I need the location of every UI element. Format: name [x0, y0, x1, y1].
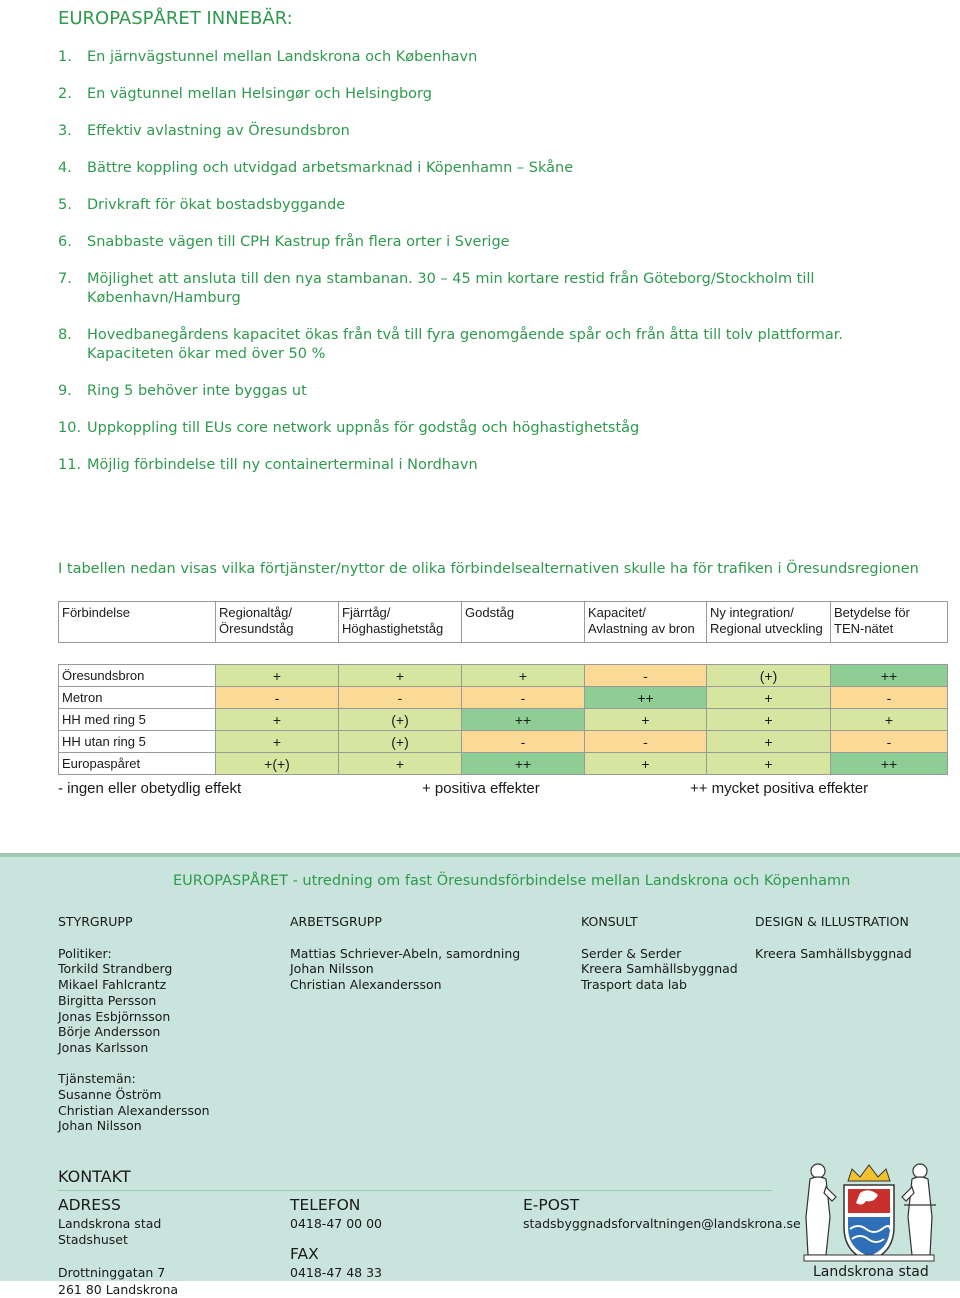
- footer: [0, 853, 960, 1281]
- list-item: [58, 159, 898, 178]
- list-item: Mikael Fahlcrantz: [58, 977, 210, 993]
- list-item-number: 8.: [58, 326, 87, 364]
- table-cell: ++: [462, 753, 585, 775]
- fax-heading: FAX: [290, 1246, 382, 1263]
- list-item-number: 6.: [58, 233, 87, 252]
- list-item-number: 10.: [58, 419, 87, 438]
- table-cell: ++: [462, 709, 585, 731]
- list-item: [58, 382, 898, 401]
- epost-value: stadsbyggnadsforvaltningen@landskrona.se: [523, 1216, 801, 1233]
- row-label: HH med ring 5: [59, 709, 216, 731]
- list-item-text: Effektiv avlastning av Öresundsbron: [87, 122, 350, 141]
- list-item-text: En vägtunnel mellan Helsingør och Helsingborg: [87, 85, 432, 104]
- list-item: Mattias Schriever-Abeln, samordning: [290, 946, 520, 962]
- table-body: [59, 643, 948, 775]
- list-item: Susanne Öström: [58, 1087, 210, 1103]
- list-item-text: Bättre koppling och utvidgad arbetsmarknad i Köpenhamn – Skåne: [87, 159, 573, 178]
- table-cell: (+): [707, 665, 831, 687]
- list-item: [58, 196, 898, 215]
- design-list: [755, 946, 912, 962]
- table-cell: +(+): [216, 753, 339, 775]
- list-item-text: Möjlighet att ansluta till den nya stambanan. 30 – 45 min kortare restid från Göteborg/Stockholm till København/Hamburg: [87, 270, 898, 308]
- list-item-text: Ring 5 behöver inte byggas ut: [87, 382, 307, 401]
- landskrona-coat-of-arms-icon: [796, 1157, 942, 1277]
- list-item: [58, 48, 898, 67]
- legend-very-positive: ++ mycket positiva effekter: [690, 780, 868, 797]
- list-item: [58, 233, 898, 252]
- list-item-text: Drivkraft för ökat bostadsbyggande: [87, 196, 345, 215]
- list-item: [58, 85, 898, 104]
- list-item: Kreera Samhällsbyggnad: [581, 961, 738, 977]
- table-cell: -: [831, 687, 948, 709]
- legend-none: - ingen eller obetydlig effekt: [58, 780, 241, 797]
- column-header: [831, 602, 948, 643]
- list-item: [58, 270, 898, 308]
- connection-effects-table: [58, 601, 948, 775]
- konsult-heading: KONSULT: [581, 914, 738, 930]
- list-item-number: 3.: [58, 122, 87, 141]
- table-cell: +: [585, 709, 707, 731]
- list-item: Birgitta Persson: [58, 993, 210, 1009]
- list-item: Jonas Esbjörnsson: [58, 1009, 210, 1025]
- list-item-number: 2.: [58, 85, 87, 104]
- column-header: [707, 602, 831, 643]
- styrgrupp-column: [58, 914, 210, 1134]
- table-cell: +: [707, 687, 831, 709]
- table-cell: -: [339, 687, 462, 709]
- design-column: [755, 914, 912, 961]
- row-label: HH utan ring 5: [59, 731, 216, 753]
- table-cell: +: [339, 753, 462, 775]
- table-cell: -: [216, 687, 339, 709]
- table-cell: +: [462, 665, 585, 687]
- arbetsgrupp-column: [290, 914, 520, 993]
- list-item-text: Snabbaste vägen till CPH Kastrup från flera orter i Sverige: [87, 233, 510, 252]
- landskrona-logo-text: Landskrona stad: [813, 1264, 929, 1280]
- epost-heading: E-POST: [523, 1197, 801, 1214]
- list-item-number: 9.: [58, 382, 87, 401]
- tjansteman-list: [58, 1071, 210, 1134]
- table-cell: +: [831, 709, 948, 731]
- table-cell: +: [216, 665, 339, 687]
- table-row: [59, 687, 948, 709]
- list-item: Christian Alexandersson: [290, 977, 520, 993]
- table-cell: (+): [339, 731, 462, 753]
- list-item: Kreera Samhällsbyggnad: [755, 946, 912, 962]
- list-item-text: En järnvägstunnel mellan Landskrona och København: [87, 48, 477, 67]
- kontakt-title: KONTAKT: [58, 1167, 131, 1186]
- table-cell: +: [707, 709, 831, 731]
- table-row: [59, 753, 948, 775]
- table-header-row: [59, 602, 948, 643]
- list-item: Serder & Serder: [581, 946, 738, 962]
- list-item: Johan Nilsson: [58, 1118, 210, 1134]
- column-header-line1: Betydelse för: [834, 605, 944, 621]
- table-cell: ++: [585, 687, 707, 709]
- column-header-line1: Kapacitet/: [588, 605, 703, 621]
- telefon-heading: TELEFON: [290, 1197, 382, 1214]
- column-header-line2: Regional utveckling: [710, 621, 827, 637]
- list-item-text: Möjlig förbindelse till ny containerterminal i Nordhavn: [87, 456, 478, 475]
- table-row: [59, 709, 948, 731]
- list-item: [58, 456, 898, 475]
- telefon-column: [290, 1197, 382, 1281]
- adress-lines: [58, 1216, 178, 1298]
- column-header-line2: Avlastning av bron: [588, 621, 703, 637]
- legend-positive: + positiva effekter: [422, 780, 540, 797]
- list-item: Landskrona stad: [58, 1216, 178, 1233]
- list-item-number: 11.: [58, 456, 87, 475]
- list-item-text: Hovedbanegårdens kapacitet ökas från två till fyra genomgående spår och från åtta till tolv plattformar. Kapaciteten ökar med över 50 %: [87, 326, 898, 364]
- column-header: [585, 602, 707, 643]
- list-item-number: 7.: [58, 270, 87, 308]
- benefits-list: [58, 48, 898, 493]
- column-header: [462, 602, 585, 643]
- styrgrupp-heading: STYRGRUPP: [58, 914, 210, 930]
- row-label: Europaspåret: [59, 753, 216, 775]
- list-item-number: 5.: [58, 196, 87, 215]
- list-item: [58, 1249, 178, 1266]
- row-label: Öresundsbron: [59, 665, 216, 687]
- column-header-line2: Öresundståg: [219, 621, 335, 637]
- table-cell: -: [585, 731, 707, 753]
- column-header-line2: TEN-nätet: [834, 621, 944, 637]
- column-header-line1: Regionaltåg/: [219, 605, 335, 621]
- arbetsgrupp-heading: ARBETSGRUPP: [290, 914, 520, 930]
- list-item: Jonas Karlsson: [58, 1040, 210, 1056]
- arbetsgrupp-list: [290, 946, 520, 993]
- table-row: [59, 665, 948, 687]
- list-item-number: 4.: [58, 159, 87, 178]
- column-header-line1: Ny integration/: [710, 605, 827, 621]
- list-item: Christian Alexandersson: [58, 1103, 210, 1119]
- konsult-list: [581, 946, 738, 993]
- column-header-line1: Godståg: [465, 605, 581, 621]
- table-cell: -: [585, 665, 707, 687]
- list-item: Torkild Strandberg: [58, 961, 210, 977]
- list-item-text: Uppkoppling till EUs core network uppnås för godståg och höghastighetståg: [87, 419, 639, 438]
- list-item: Politiker:: [58, 946, 210, 962]
- column-header-line2: Höghastighetståg: [342, 621, 458, 637]
- fax-value: 0418-47 48 33: [290, 1265, 382, 1282]
- table-cell: ++: [831, 753, 948, 775]
- table-cell: +: [707, 753, 831, 775]
- telefon-value: 0418-47 00 00: [290, 1216, 382, 1233]
- table-intro: I tabellen nedan visas vilka förtjänster/nyttor de olika förbindelsealternativen skulle ha för trafiken i Öresundsregionen: [58, 561, 919, 577]
- table-cell: ++: [831, 665, 948, 687]
- table-cell: +: [707, 731, 831, 753]
- table-cell: +: [585, 753, 707, 775]
- list-item: Stadshuset: [58, 1232, 178, 1249]
- adress-column: [58, 1197, 178, 1298]
- table-cell: -: [462, 687, 585, 709]
- adress-heading: ADRESS: [58, 1197, 178, 1214]
- table-cell: -: [462, 731, 585, 753]
- table-cell: -: [831, 731, 948, 753]
- list-item: 261 80 Landskrona: [58, 1282, 178, 1298]
- column-header-line1: Förbindelse: [62, 605, 212, 621]
- list-item: Börje Andersson: [58, 1024, 210, 1040]
- table-cell: +: [216, 709, 339, 731]
- list-item: [58, 419, 898, 438]
- table-row: [59, 731, 948, 753]
- list-item: Drottninggatan 7: [58, 1265, 178, 1282]
- kontakt-divider: [58, 1190, 772, 1191]
- column-header: [339, 602, 462, 643]
- list-item: Johan Nilsson: [290, 961, 520, 977]
- list-item: Trasport data lab: [581, 977, 738, 993]
- column-header: [216, 602, 339, 643]
- column-header: [59, 602, 216, 643]
- row-label: Metron: [59, 687, 216, 709]
- table-cell: +: [339, 665, 462, 687]
- page-heading: EUROPASPÅRET INNEBÄR:: [58, 8, 293, 29]
- design-heading: DESIGN & ILLUSTRATION: [755, 914, 912, 930]
- table-cell: +: [216, 731, 339, 753]
- table-cell: (+): [339, 709, 462, 731]
- column-header-line1: Fjärrtåg/: [342, 605, 458, 621]
- footer-title: EUROPASPÅRET - utredning om fast Öresundsförbindelse mellan Landskrona och Köpenhamn: [173, 873, 850, 889]
- list-item: Tjänstemän:: [58, 1071, 210, 1087]
- konsult-column: [581, 914, 738, 993]
- politiker-list: [58, 946, 210, 1056]
- list-item: [58, 326, 898, 364]
- list-item: [58, 122, 898, 141]
- epost-column: [523, 1197, 801, 1232]
- list-item-number: 1.: [58, 48, 87, 67]
